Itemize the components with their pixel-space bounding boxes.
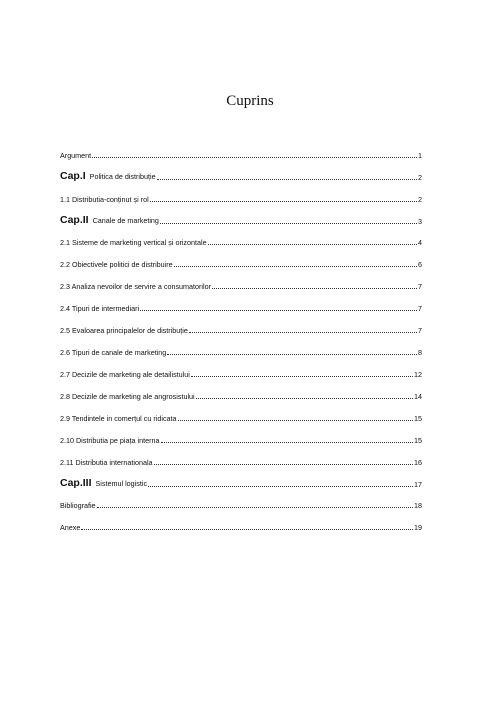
- toc-entry: [60, 171, 422, 182]
- dot-leader: [157, 178, 417, 180]
- toc-entry: [60, 326, 422, 335]
- dot-leader: [212, 287, 417, 289]
- toc-entry-page: 8: [418, 348, 422, 357]
- toc-entry: [60, 414, 422, 423]
- toc-entry-label: 2.6 Tipuri de canale de marketing: [60, 348, 167, 357]
- toc-entry-page: 3: [418, 217, 422, 226]
- toc-entry-page: 12: [414, 370, 422, 379]
- toc-entry: [60, 151, 422, 160]
- toc-entry: [60, 458, 422, 467]
- toc-entry: [60, 478, 422, 489]
- toc-entry: [60, 348, 422, 357]
- dot-leader: [154, 463, 413, 465]
- toc-entry-page: 7: [418, 304, 422, 313]
- table-of-contents: [60, 151, 422, 532]
- toc-entry-page: 7: [418, 282, 422, 291]
- toc-entry: [60, 304, 422, 313]
- toc-entry: [60, 195, 422, 204]
- toc-entry-label: 2.5 Evaloarea principalelor de distribuție: [60, 326, 188, 335]
- toc-chapter-prefix: Cap.II: [60, 214, 89, 226]
- toc-entry-page: 14: [414, 392, 422, 401]
- toc-entry-label: 2.10 Distributia pe piața interna: [60, 436, 160, 445]
- dot-leader: [160, 222, 417, 224]
- dot-leader: [208, 243, 417, 245]
- toc-entry-page: 16: [414, 458, 422, 467]
- toc-entry-page: 15: [414, 414, 422, 423]
- toc-entry-label: 2.11 Distributia internationala: [60, 458, 153, 467]
- toc-entry-label: 2.2 Obiectivele politici de distribuire: [60, 260, 173, 269]
- toc-entry: [60, 215, 422, 226]
- toc-entry: [60, 238, 422, 247]
- dot-leader: [148, 485, 413, 487]
- toc-entry: [60, 501, 422, 510]
- toc-entry-label: Anexe: [60, 523, 81, 532]
- toc-entry-page: 6: [418, 260, 422, 269]
- toc-entry-page: 19: [414, 523, 422, 532]
- toc-entry-label: 2.3 Analiza nevoilor de servire a consumatorilor: [60, 282, 212, 291]
- dot-leader: [178, 419, 413, 421]
- dot-leader: [196, 397, 413, 399]
- toc-entry-label: Politica de distribuție: [87, 172, 156, 181]
- toc-entry-label: Argument: [60, 151, 92, 160]
- toc-entry-page: 18: [414, 501, 422, 510]
- dot-leader: [97, 506, 413, 508]
- dot-leader: [174, 265, 417, 267]
- toc-entry-page: 15: [414, 436, 422, 445]
- dot-leader: [189, 331, 417, 333]
- toc-entry: [60, 260, 422, 269]
- toc-entry-label: Sistemul logistic: [93, 479, 148, 488]
- toc-entry: [60, 282, 422, 291]
- toc-entry-label: 1.1 Distributia-conținut și rol: [60, 195, 149, 204]
- dot-leader: [140, 309, 417, 311]
- toc-chapter-prefix: Cap.I: [60, 170, 86, 182]
- toc-entry: [60, 392, 422, 401]
- toc-entry: [60, 436, 422, 445]
- toc-entry-page: 2: [418, 195, 422, 204]
- dot-leader: [191, 375, 413, 377]
- toc-chapter-prefix: Cap.III: [60, 477, 92, 489]
- toc-entry-page: 7: [418, 326, 422, 335]
- dot-leader: [161, 441, 414, 443]
- toc-entry-label: Bibliografie: [60, 501, 96, 510]
- toc-entry-page: 1: [418, 151, 422, 160]
- toc-entry-page: 17: [414, 480, 422, 489]
- dot-leader: [167, 353, 417, 355]
- toc-entry-label: 2.9 Tendintele in comerțul cu ridicata: [60, 414, 177, 423]
- page-title: Cuprins: [226, 93, 274, 109]
- toc-entry-label: 2.1 Sisteme de marketing vertical și orizontale: [60, 238, 207, 247]
- toc-entry-label: 2.8 Decizile de marketing ale angrosistului: [60, 392, 195, 401]
- toc-entry-label: Canale de marketing: [90, 216, 159, 225]
- toc-entry-label: 2.4 Tipuri de intermediari: [60, 304, 140, 313]
- toc-entry: [60, 523, 422, 532]
- dot-leader: [92, 156, 417, 158]
- dot-leader: [150, 200, 417, 202]
- toc-entry: [60, 370, 422, 379]
- toc-entry-label: 2.7 Decizile de marketing ale detailistului: [60, 370, 190, 379]
- toc-entry-page: 4: [418, 238, 422, 247]
- toc-entry-page: 2: [418, 173, 422, 182]
- dot-leader: [81, 528, 413, 530]
